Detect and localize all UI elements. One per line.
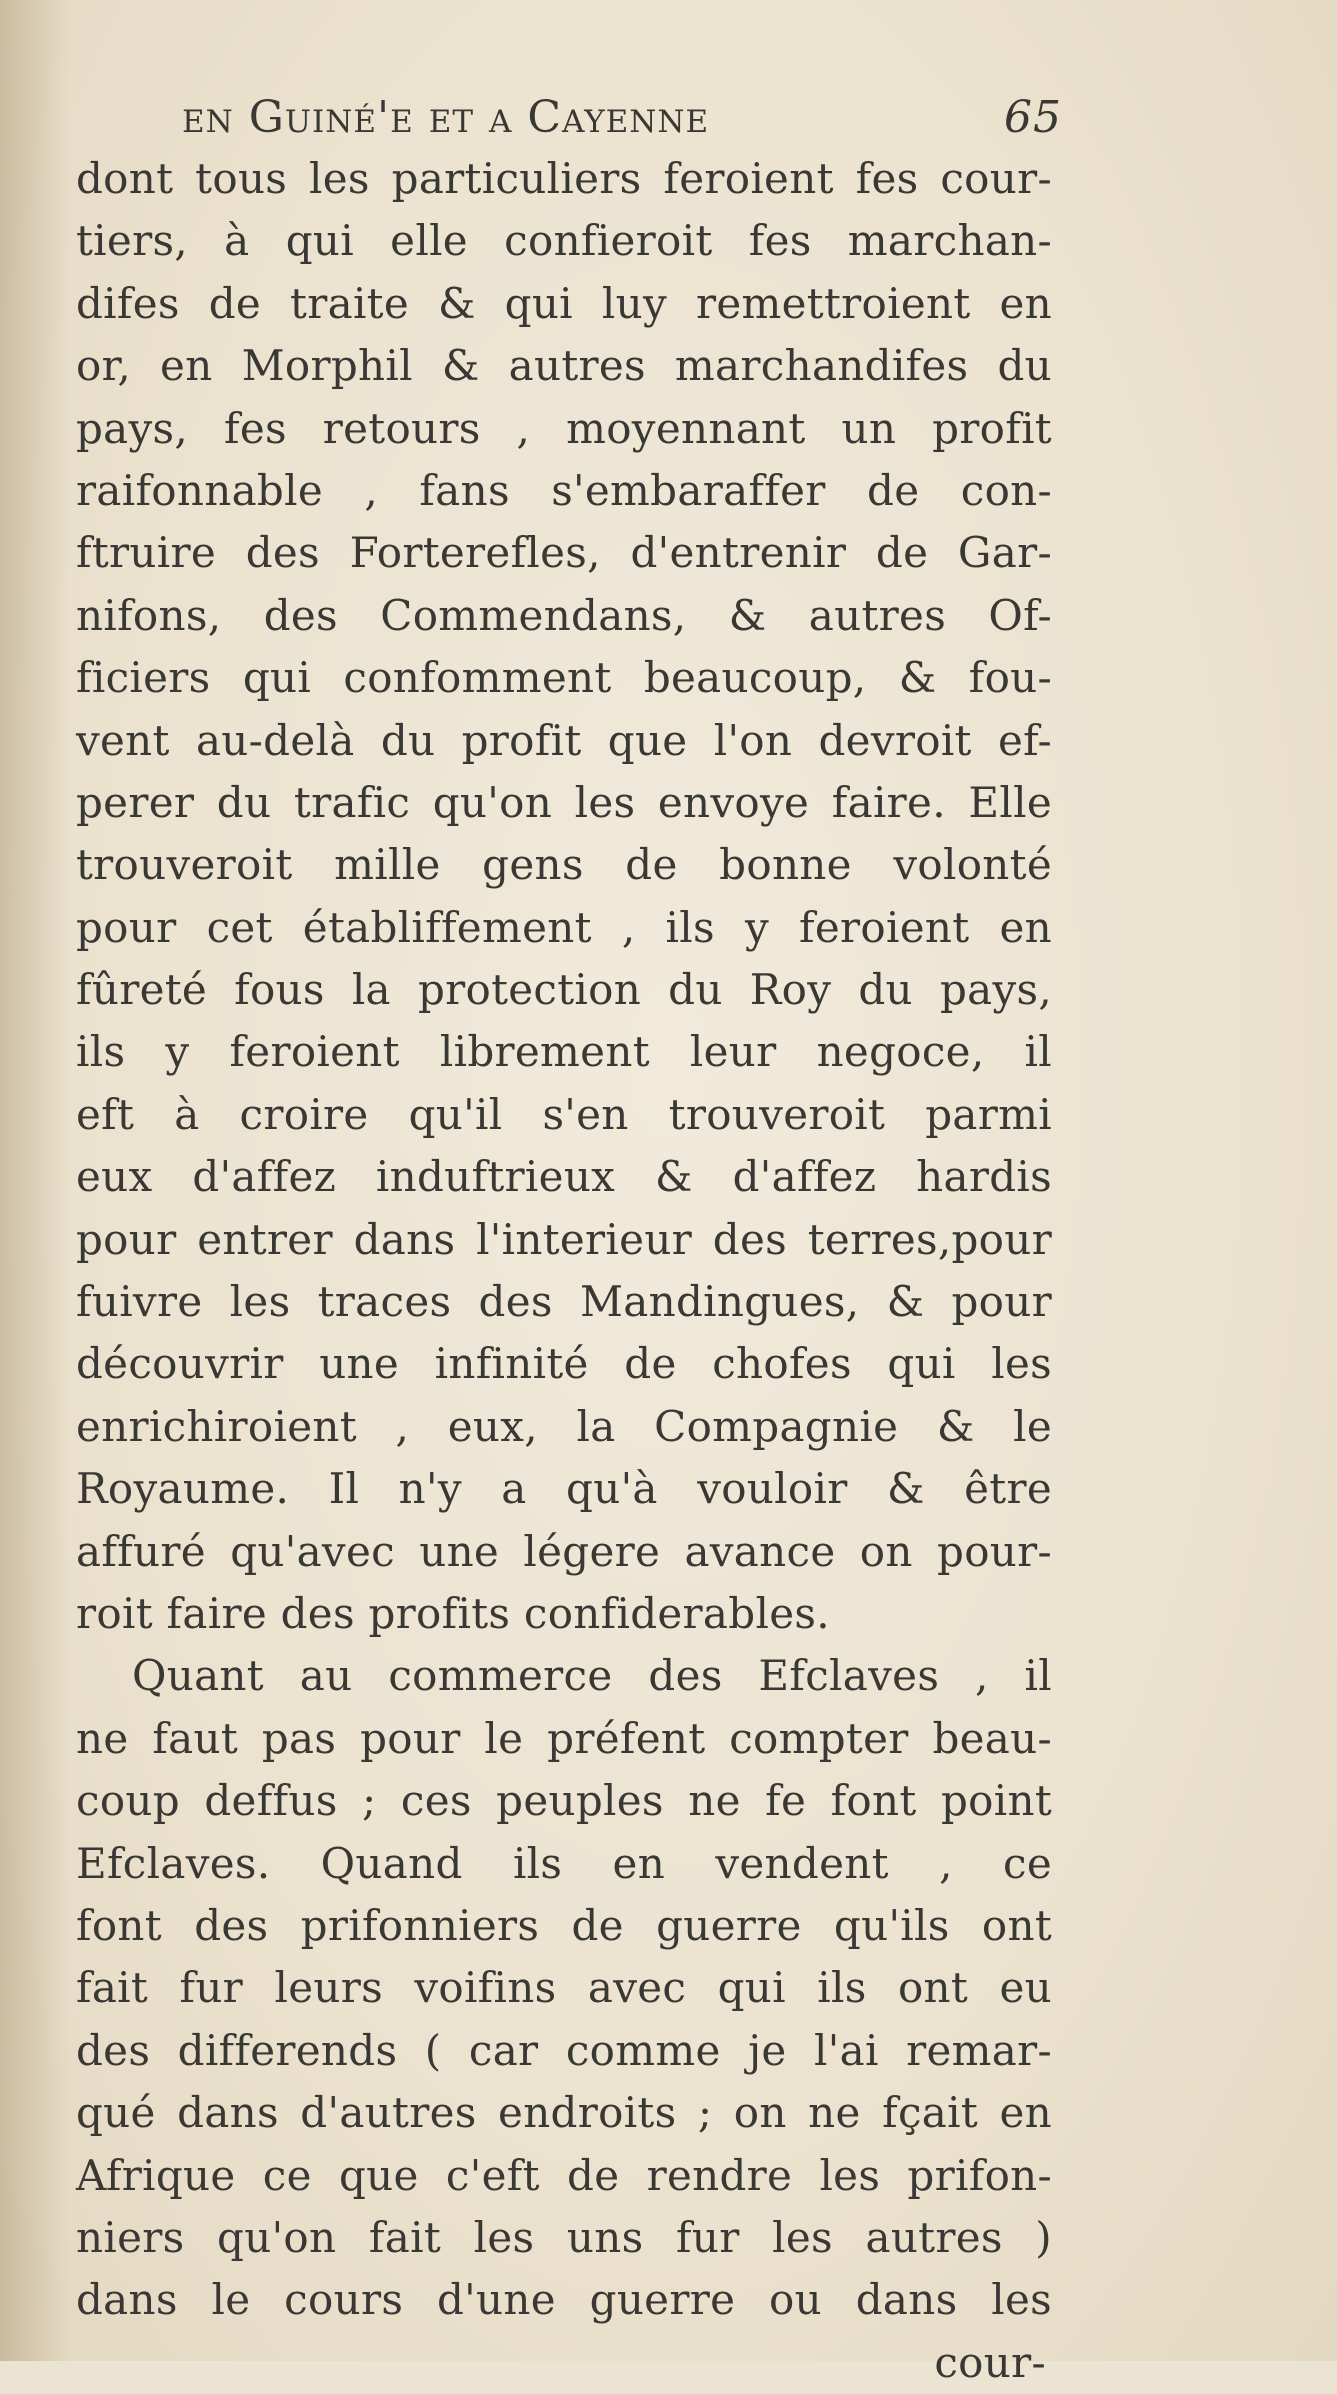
text-line: fuivre les traces des Mandingues, & pour — [76, 1277, 1052, 1327]
page-number: 65 — [1004, 92, 1062, 143]
text-line: fûreté fous la protection du Roy du pays, — [76, 965, 1052, 1015]
text-line: enrichiroient , eux, la Compagnie & le — [76, 1401, 1052, 1451]
text-line: nifons, des Commendans, & autres Of- — [76, 590, 1052, 640]
text-line: Quant au commerce des Efclaves , il — [132, 1651, 1052, 1701]
gutter-shadow — [0, 0, 70, 2361]
text-line: Royaume. Il n'y a qu'à vouloir & être — [76, 1464, 1052, 1514]
text-line: vent au-delà du profit que l'on devroit ef- — [76, 715, 1052, 765]
text-line: pour cet établiffement , ils y feroient en — [76, 902, 1052, 952]
text-line: or, en Morphil & autres marchandifes du — [76, 341, 1052, 391]
text-line: font des prifonniers de guerre qu'ils ont — [76, 1900, 1052, 1950]
text-line: Afrique ce que c'eft de rendre les prifon- — [76, 2150, 1052, 2200]
text-line: eft à croire qu'il s'en trouveroit parmi — [76, 1089, 1052, 1139]
text-line: ils y feroient librement leur negoce, il — [76, 1027, 1052, 1077]
catchword: cour- — [934, 2337, 1046, 2387]
text-line: ficiers qui confomment beaucoup, & fou- — [76, 653, 1052, 703]
text-line: roit faire des profits confiderables. — [76, 1588, 830, 1638]
paragraph-2 — [76, 1645, 1052, 2331]
text-line: Efclaves. Quand ils en vendent , ce — [76, 1838, 1052, 1888]
running-head — [182, 88, 1062, 148]
text-line: ftruire des Forterefles, d'entrenir de Gar- — [76, 528, 1052, 578]
text-line: des differends ( car comme je l'ai remar- — [76, 2025, 1052, 2075]
text-line: niers qu'on fait les uns fur les autres ) — [76, 2212, 1052, 2262]
text-line: dont tous les particuliers feroient fes cour- — [76, 154, 1052, 203]
body-text — [76, 148, 1052, 2394]
text-line: perer du trafic qu'on les envoye faire. Elle — [76, 777, 1052, 827]
text-line: tiers, à qui elle confieroit fes marchan- — [76, 216, 1052, 266]
text-line: coup deffus ; ces peuples ne fe font point — [76, 1776, 1052, 1826]
text-line: qué dans d'autres endroits ; on ne fçait en — [76, 2088, 1052, 2138]
text-line: raifonnable , fans s'embaraffer de con- — [76, 465, 1052, 515]
running-title: en Guiné'e et a Cayenne — [182, 92, 710, 143]
text-line: ne faut pas pour le préfent compter beau- — [76, 1713, 1052, 1763]
text-line: affuré qu'avec une légere avance on pour- — [76, 1526, 1052, 1576]
paragraph-1 — [76, 148, 1052, 1645]
text-line: eux d'affez induftrieux & d'affez hardis — [76, 1152, 1052, 1202]
text-line: pays, fes retours , moyennant un profit — [76, 403, 1052, 453]
text-line: fait fur leurs voifins avec qui ils ont eu — [76, 1963, 1052, 2013]
text-line: difes de traite & qui luy remettroient en — [76, 278, 1052, 328]
text-line: découvrir une infinité de chofes qui les — [76, 1339, 1052, 1389]
text-line: dans le cours d'une guerre ou dans les — [76, 2275, 1052, 2325]
text-line: trouveroit mille gens de bonne volonté — [76, 840, 1052, 890]
text-line: pour entrer dans l'interieur des terres,pour — [76, 1214, 1052, 1264]
